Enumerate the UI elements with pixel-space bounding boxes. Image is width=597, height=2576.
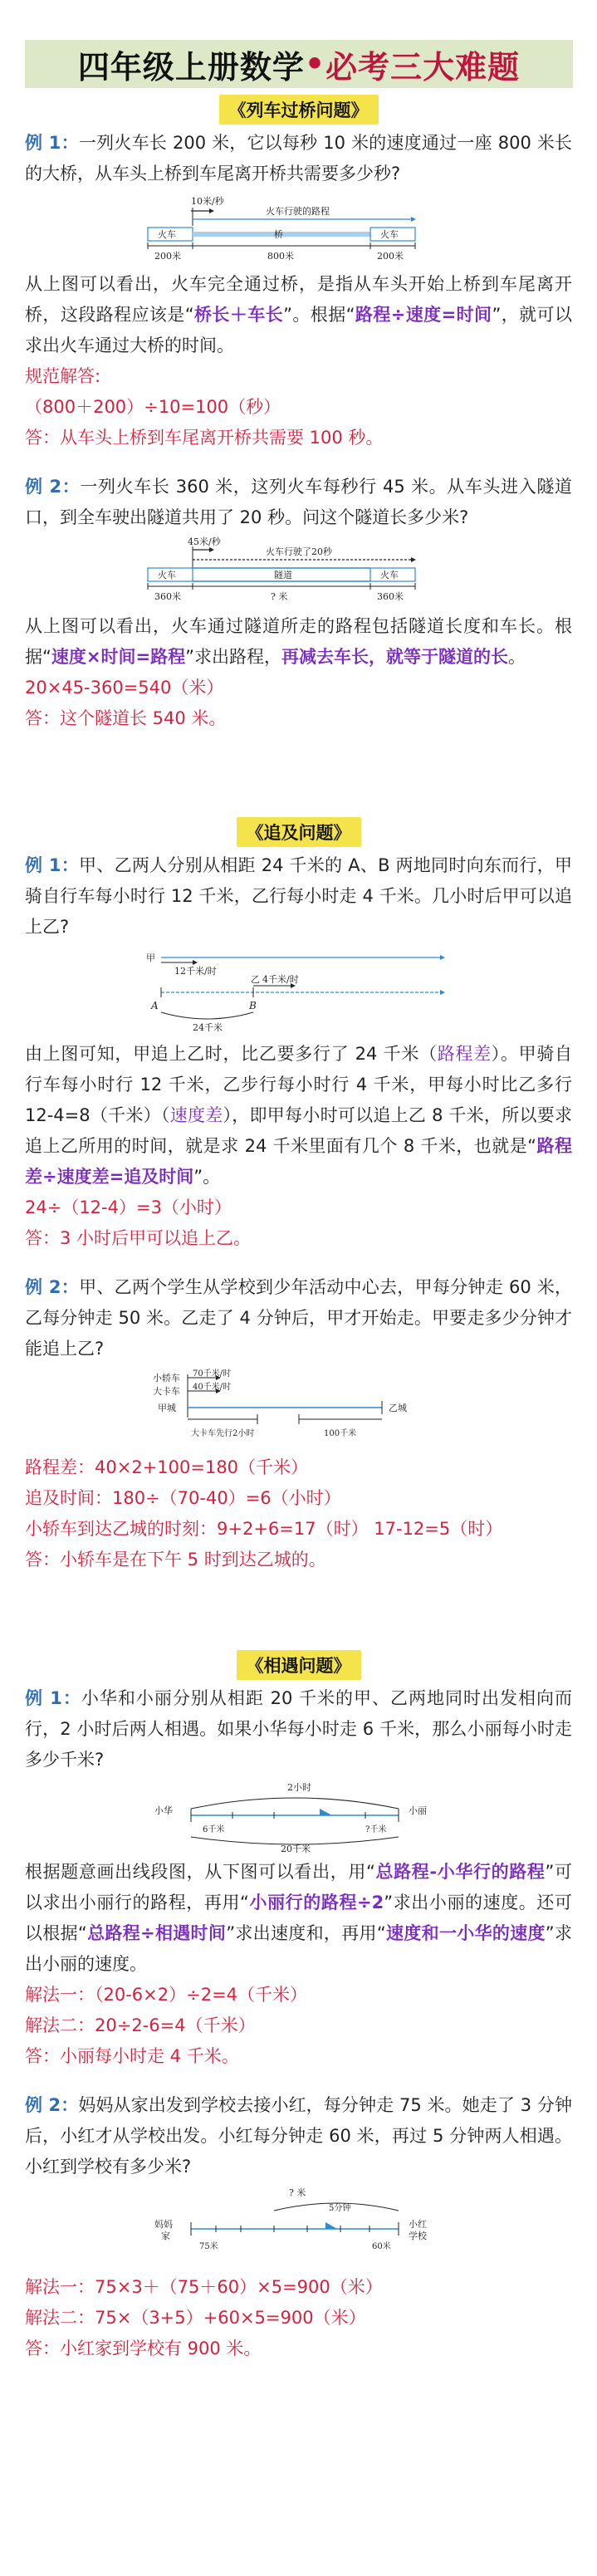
solution-line: 小轿车到达乙城的时刻：9+2+6=17（时） 17-12=5（时）	[25, 1519, 503, 1539]
analysis-text: 由上图可知，甲追上乙时，比乙要多行了 24 千米（	[25, 1044, 438, 1064]
figure-xh: 小红	[408, 2219, 427, 2230]
analysis-text: ”求出速度和，再用“	[226, 1923, 386, 1943]
question-text: 甲、乙两个学生从学校到少年活动中心去，甲每分钟走 60 米，乙每分钟走 50 米。乙走了 4 分钟后，甲才开始走。甲要走多少分钟才能追上乙?	[25, 1277, 572, 1359]
figure-yi-city: 乙城	[388, 1403, 407, 1413]
analysis-text: ”。根据“	[283, 305, 355, 325]
answer-line: 答：从车头上桥到车尾离开桥共需要 100 秒。	[25, 428, 384, 448]
question-1-1	[25, 128, 572, 189]
solution-line: 解法二：75×（3+5）+60×5=900（米）	[25, 2308, 366, 2328]
title-part2: 必考三大难题	[325, 48, 521, 86]
analysis-highlight: 桥长＋车长	[193, 305, 284, 325]
figure-jia-speed: 12千米/时	[174, 966, 217, 977]
figure-jia-city: 甲城	[157, 1403, 176, 1413]
figure-pursuit-1	[25, 946, 572, 1036]
answer-line: 答：小轿车是在下午 5 时到达乙城的。	[25, 1550, 326, 1570]
figure-unknown: ? 米	[270, 591, 287, 602]
figure-car-small: 小轿车	[152, 1373, 180, 1383]
answer-line: 答：小丽每小时走 4 千米。	[25, 2046, 239, 2066]
analysis-text: ）。甲骑自行车每小时行 12 千米，乙步行每小时行 4 千米，甲每小时比乙多行 12-4=8（千米）（	[25, 1044, 573, 1125]
example-label: 例 1：	[25, 1688, 81, 1708]
figure-len-train2: 360米	[376, 591, 404, 602]
figure-path-label: 火车行驶的路程	[265, 206, 330, 217]
question-text: 甲、乙两人分别从相距 24 千米的 A、B 两地同时向东而行，甲骑自行车每小时行 12 千米，乙行每小时走 4 千米。几小时后甲可以追上乙?	[25, 855, 572, 937]
figure-extra: 100千米	[323, 1429, 356, 1438]
figure-meeting-1	[25, 1779, 572, 1854]
analysis-highlight: 总路程÷相遇时间	[86, 1923, 227, 1943]
answer-line: 答：小红家到学校有 900 米。	[25, 2338, 262, 2358]
figure-dist: 24千米	[192, 1022, 223, 1033]
figure-train-left: 火车	[157, 570, 176, 580]
question-2-2	[25, 1272, 572, 1364]
solution-line: 20×45-360=540（米）	[25, 678, 224, 698]
figure-s75: 75米	[198, 2242, 218, 2251]
question-text: 一列火车长 200 米，它以每秒 10 米的速度通过一座 800 米长的大桥，从车头上桥到车尾离开桥共需要多少秒?	[25, 133, 572, 184]
figure-meeting-2	[25, 2186, 572, 2269]
analysis-text: ”求出路程，	[185, 647, 281, 667]
example-label: 例 1：	[25, 133, 79, 153]
solution-line: 解法一：75×3＋（75＋60）×5=900（米）	[25, 2277, 383, 2297]
figure-point-b: B	[248, 1000, 257, 1011]
figure-time: 5分钟	[328, 2204, 350, 2213]
figure-home: 家	[160, 2231, 170, 2241]
figure-yi-speed: 4千米/时	[262, 974, 299, 985]
page-title	[25, 40, 573, 88]
analysis-highlight: 总路程-小华行的路程	[374, 1862, 546, 1882]
title-dot: •	[304, 46, 326, 82]
figure-hua: 小华	[154, 1805, 173, 1816]
figure-train-tunnel	[25, 535, 572, 608]
figure-bridge-label: 桥	[273, 229, 283, 240]
figure-train-bridge	[25, 193, 572, 266]
analysis-1-2	[25, 611, 572, 673]
figure-small-speed: 70千米/时	[192, 1369, 231, 1379]
analysis-text: ”。	[193, 1167, 221, 1187]
figure-head-start: 大卡车先行2小时	[190, 1429, 254, 1438]
analysis-text: ），即甲每小时可以追上乙 8 千米，所以要求追上乙所用的时间，就是求 24 千米里面有几个 8 千米，也就是“	[25, 1105, 572, 1156]
solution-line: 24÷（12-4）=3（小时）	[25, 1197, 232, 1217]
analysis-highlight: 再减去车长，就等于隧道的长	[281, 647, 508, 667]
figure-big-speed: 40千米/时	[192, 1383, 231, 1392]
question-text: 小华和小丽分别从相距 20 千米的甲、乙两地同时出发相向而行，2 小时后两人相遇。如果小华每小时走 6 千米，那么小丽每小时走多少千米?	[25, 1688, 572, 1770]
figure-unknown: ? 米	[288, 2187, 306, 2198]
figure-hua-speed: 6千米	[202, 1825, 224, 1834]
analysis-term: 速度差	[169, 1105, 223, 1125]
section-heading-pursuit	[25, 817, 572, 847]
analysis-text: ”求出小丽的速度。	[25, 1923, 572, 1974]
analysis-text: 根据题意画出线段图，从下图可以看出，用“	[25, 1862, 375, 1882]
solution-line: 解法二：20÷2-6=4（千米）	[25, 2015, 256, 2035]
page	[0, 40, 597, 2364]
question-3-2	[25, 2090, 572, 2182]
analysis-highlight: 小丽行的路程÷2	[248, 1893, 384, 1912]
analysis-text: 。	[507, 647, 526, 667]
solution-line: （800＋200）÷10=100（秒）	[25, 397, 281, 417]
analysis-text: ”可以求出小丽行的路程，再用“	[25, 1862, 572, 1912]
answer-line: 答：这个隧道长 540 米。	[25, 708, 227, 728]
analysis-text: 从上图可以看出，火车通过隧道所走的路程包括隧道长度和车长。根据“	[25, 616, 572, 667]
analysis-1-1	[25, 269, 572, 361]
figure-speed-label: 10米/秒	[190, 196, 224, 207]
analysis-text: ”求出小丽的速度。还可以根据“	[25, 1893, 572, 1943]
analysis-highlight: 路程÷速度=时间	[355, 305, 492, 325]
section-heading-train-bridge	[25, 95, 572, 125]
figure-li-speed: ?千米	[365, 1825, 386, 1834]
solution-line: 路程差：40×2+100=180（千米）	[25, 1457, 309, 1477]
example-label: 例 2：	[25, 2095, 79, 2115]
figure-len-train1: 200米	[154, 251, 181, 262]
solution-line: 解法一：（20-6×2）÷2=4（千米）	[25, 1985, 308, 2005]
analysis-highlight: 速度×时间=路程	[51, 647, 186, 667]
section-heading-label: 《列车过桥问题》	[219, 95, 379, 125]
section-heading-label: 《追及问题》	[237, 817, 361, 847]
example-label: 例 2：	[25, 477, 81, 497]
figure-pursuit-2	[25, 1368, 572, 1449]
figure-len-train1: 360米	[154, 591, 181, 602]
analysis-text: ”，就可以求出火车通过大桥的时间。	[25, 305, 572, 355]
figure-yi: 乙	[250, 974, 260, 985]
figure-jia: 甲	[145, 953, 155, 963]
figure-len-train2: 200米	[376, 251, 404, 262]
question-3-1	[25, 1683, 572, 1775]
answer-line: 答：3 小时后甲可以追上乙。	[25, 1228, 252, 1248]
analysis-highlight: 路程差÷速度差=追及时间	[25, 1136, 573, 1187]
question-1-2	[25, 472, 572, 533]
figure-s60: 60米	[371, 2242, 391, 2251]
section-heading-label: 《相遇问题》	[237, 1650, 361, 1680]
figure-time: 2小时	[286, 1782, 311, 1793]
figure-car-big: 大卡车	[152, 1386, 180, 1397]
analysis-2-1	[25, 1039, 572, 1193]
figure-train-right: 火车	[379, 570, 399, 580]
analysis-highlight: 速度和一小华的速度	[385, 1923, 546, 1943]
section-heading-meeting	[25, 1650, 572, 1680]
figure-point-a: A	[150, 1000, 159, 1011]
question-text: 一列火车长 360 米，这列火车每秒行 45 米。从车头进入隧道口，到全车驶出隧道共用了 20 秒。问这个隧道长多少米?	[25, 477, 572, 527]
example-label: 例 1：	[25, 855, 80, 875]
analysis-term: 路程差	[437, 1044, 492, 1064]
question-text: 妈妈从家出发到学校去接小红，每分钟走 75 米。她走了 3 分钟后，小红才从学校出发。小红每分钟走 60 米，再过 5 分钟两人相遇。小红到学校有多少米?	[25, 2095, 572, 2177]
figure-tunnel-label: 隧道	[273, 570, 292, 580]
title-part1: 四年级上册数学	[77, 48, 305, 86]
question-2-1	[25, 850, 572, 943]
figure-len-bridge: 800米	[267, 251, 294, 262]
example-label: 例 2：	[25, 1277, 80, 1297]
figure-total: 20千米	[280, 1844, 311, 1854]
figure-school: 学校	[408, 2231, 427, 2241]
figure-li: 小丽	[408, 1805, 427, 1816]
figure-mom: 妈妈	[154, 2219, 173, 2230]
figure-train-left: 火车	[157, 229, 176, 240]
figure-path-label: 火车行驶了20秒	[265, 546, 332, 557]
analysis-3-1	[25, 1857, 572, 1980]
solution-line: 追及时间：180÷（70-40）=6（小时）	[25, 1488, 341, 1508]
figure-speed-label: 45米/秒	[187, 536, 221, 547]
analysis-text: 从上图可以看出，火车完全通过桥，是指从车头开始上桥到车尾离开桥，这段路程应该是“	[25, 274, 572, 325]
solution-label: 规范解答:	[25, 366, 101, 386]
figure-train-right: 火车	[379, 229, 399, 240]
